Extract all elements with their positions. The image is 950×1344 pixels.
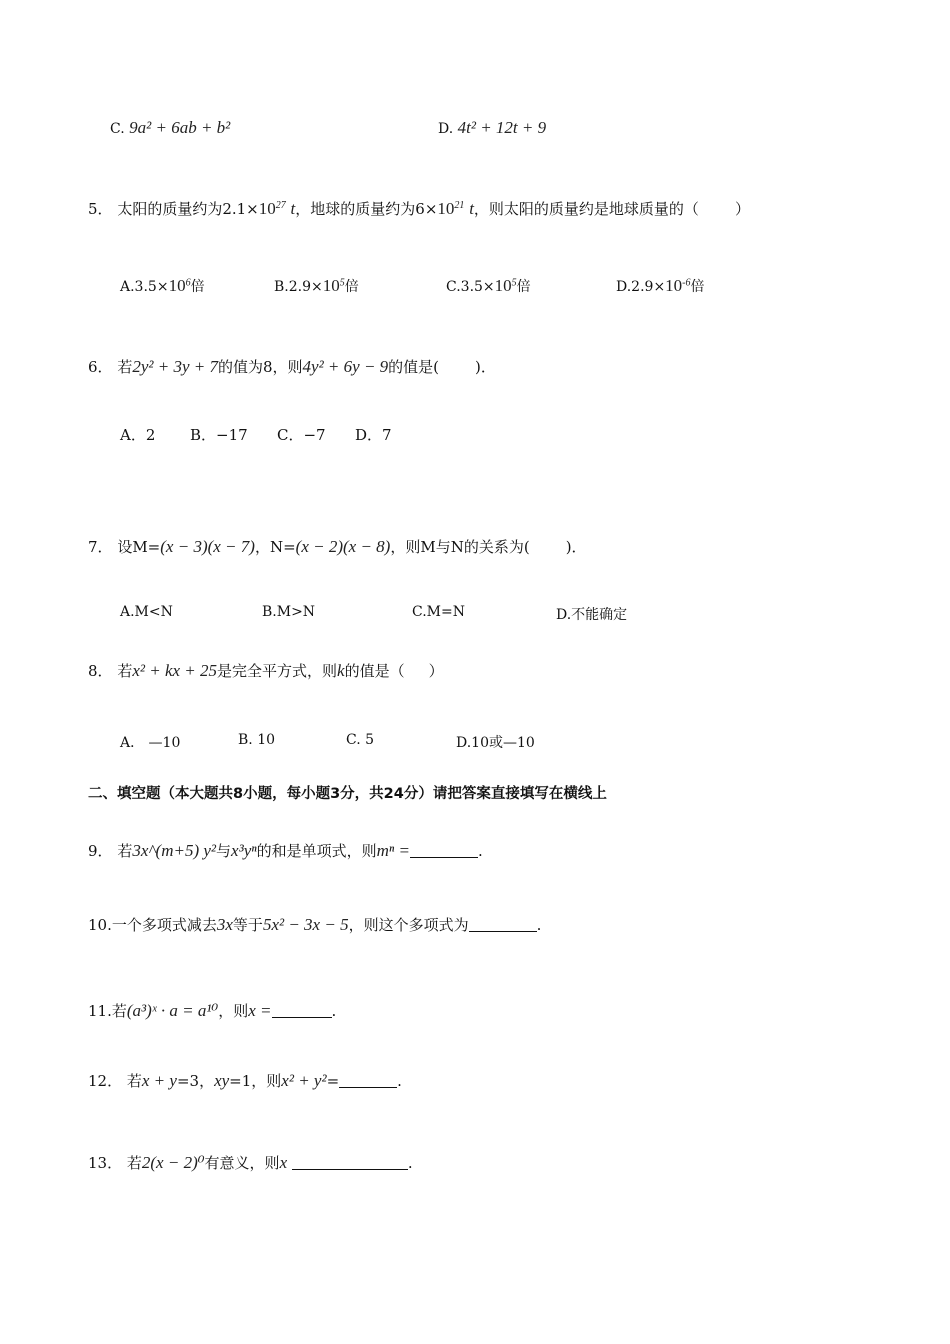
q8-number: 8． (88, 662, 113, 680)
q5-option-b-suffix: 倍 (344, 279, 359, 295)
q4-option-d-expression: 4t² + 12t + 9 (457, 118, 547, 137)
q9-expression-2: x³yⁿ (231, 841, 257, 860)
q12-end: . (397, 1072, 402, 1090)
q7-text-3: ，则M与N的关系为( (390, 538, 530, 556)
q9-expression-3: mⁿ = (376, 841, 410, 860)
question-11 (88, 1000, 336, 1021)
question-6 (88, 356, 496, 377)
q7-option-d: D.不能确定 (556, 607, 628, 623)
q10-end: . (536, 916, 542, 934)
q5-option-c-suffix: 倍 (516, 279, 531, 295)
q9-text-3: 的和是单项式，则 (256, 842, 377, 860)
question-7 (88, 536, 587, 557)
q5-option-a-power: 10 (168, 276, 186, 295)
q5-option-d-text: D.2.9× (616, 279, 666, 295)
q5-option-b-exponent: 5 (339, 277, 345, 289)
q6-option-c: C．−7 (277, 426, 326, 444)
q13-expression-2: x (279, 1153, 288, 1172)
q4-option-c-expression: 9a² + 6ab + b² (129, 118, 231, 137)
q7-option-c: C.M=N (412, 604, 465, 620)
q8-expression-1: x² + kx + 25 (132, 661, 218, 680)
q8-option-a: A． —10 (120, 735, 181, 751)
q5-option-a-suffix: 倍 (190, 279, 205, 295)
q13-number: 13． (88, 1154, 123, 1172)
q5-exponent-2: 21 (454, 200, 465, 211)
q6-text-2: 的值为8，则 (217, 358, 303, 376)
q7-option-b: B.M>N (262, 604, 316, 620)
q9-text-2: 与 (216, 842, 232, 860)
q7-expression-1: (x − 3)(x − 7) (160, 537, 255, 556)
q5-option-c-exponent: 5 (511, 277, 517, 289)
q5-unit-1: t (290, 199, 296, 218)
q5-option-d-suffix: 倍 (690, 279, 705, 295)
q5-option-a-text: A.3.5× (120, 279, 169, 295)
q5-option-b (274, 276, 359, 296)
q5-text-3: ，则太阳的质量约是地球质量的（ (473, 200, 699, 218)
q6-number: 6． (88, 358, 113, 376)
question-10 (88, 914, 541, 935)
q7-expression-2: (x − 2)(x − 8) (295, 537, 391, 556)
q11-number: 11. (88, 1002, 112, 1020)
q5-option-d (616, 276, 705, 296)
q5-power-1: 10 (258, 199, 276, 218)
q9-end: . (477, 842, 483, 860)
q5-option-b-power: 10 (322, 276, 340, 295)
q8-option-c: C. 5 (346, 732, 375, 748)
q12-number: 12． (88, 1072, 123, 1090)
q5-option-d-power: 10 (665, 276, 683, 295)
q8-text-1: 若 (117, 662, 133, 680)
q7-close-paren: )． (565, 538, 587, 556)
q7-number: 7． (88, 538, 113, 556)
q4-option-d-label: D. (438, 121, 454, 137)
q6-expression-2: 4y² + 6y − 9 (302, 357, 389, 376)
q9-expression-1: 3x^(m+5) y² (132, 841, 217, 860)
q6-option-a: A．2 (120, 426, 156, 444)
q10-text-3: ，则这个多项式为 (348, 916, 469, 934)
q13-end: . (407, 1154, 413, 1172)
q9-number: 9． (88, 842, 113, 860)
q12-text-1: 若 (126, 1072, 142, 1090)
q5-option-d-exponent: -6 (682, 277, 691, 289)
q5-option-c-power: 10 (494, 276, 512, 295)
q5-option-c (446, 276, 531, 296)
question-5 (88, 198, 750, 219)
q9-answer-blank[interactable] (410, 843, 478, 858)
q5-exponent-1: 27 (275, 200, 286, 211)
q4-option-c (110, 118, 230, 138)
q5-text-1: 太阳的质量约为2.1× (117, 200, 259, 218)
q6-text-3: 的值是( (388, 358, 440, 376)
q13-text-2: 有意义，则 (204, 1154, 280, 1172)
q12-expression-2: xy (214, 1071, 230, 1090)
section-2-heading: 二、填空题（本大题共8小题，每小题3分，共24分）请把答案直接填写在横线上 (88, 786, 607, 802)
q11-expression-1: (a³)ˣ · a = a¹⁰ (126, 1001, 219, 1020)
q6-option-b: B．−17 (190, 426, 248, 444)
q10-text-1: 一个多项式减去 (111, 916, 217, 934)
q13-expression-1: 2(x − 2)⁰ (141, 1153, 205, 1172)
q5-unit-2: t (469, 199, 474, 218)
q5-option-c-text: C.3.5× (446, 279, 495, 295)
q11-text-1: 若 (111, 1002, 127, 1020)
q11-expression-2: x = (248, 1001, 272, 1020)
q11-text-2: ，则 (218, 1002, 249, 1020)
q5-option-b-text: B.2.9× (274, 279, 323, 295)
q13-text-1: 若 (126, 1154, 142, 1172)
q10-expression-2: 5x² − 3x − 5 (262, 915, 349, 934)
q5-text-2: ，地球的质量约为6× (295, 200, 438, 218)
q8-close-paren: ） (428, 662, 444, 680)
q7-text-1: 设M= (117, 538, 161, 556)
question-8 (88, 660, 444, 681)
q8-option-b: B. 10 (238, 732, 276, 748)
q4-option-d (438, 118, 546, 138)
q12-expression-3: x² + y² (281, 1071, 327, 1090)
q5-number: 5． (88, 200, 113, 218)
q7-text-2: ，N= (254, 538, 296, 556)
q4-option-c-label: C. (110, 121, 125, 137)
q5-power-2: 10 (437, 199, 455, 218)
q13-answer-blank[interactable] (292, 1155, 408, 1170)
q10-answer-blank[interactable] (469, 917, 537, 932)
q5-close-paren: ） (734, 200, 750, 218)
q12-text-4: = (326, 1072, 340, 1090)
q12-text-3: =1，则 (229, 1072, 282, 1090)
q8-text-3: 的值是（ (344, 662, 405, 680)
q9-text-1: 若 (117, 842, 133, 860)
q11-end: . (331, 1002, 337, 1020)
question-9 (88, 840, 483, 861)
q8-text-2: 是完全平方式，则 (217, 662, 338, 680)
q5-option-a (120, 276, 205, 296)
q7-option-a: A.M<N (120, 604, 173, 620)
q6-option-d: D．7 (355, 426, 392, 444)
q6-expression-1: 2y² + 3y + 7 (132, 357, 218, 376)
q11-answer-blank[interactable] (272, 1003, 332, 1018)
q10-text-2: 等于 (232, 916, 263, 934)
q12-answer-blank[interactable] (339, 1073, 397, 1088)
q10-expression-1: 3x (216, 915, 233, 934)
q12-expression-1: x + y (141, 1071, 177, 1090)
question-12 (88, 1070, 402, 1091)
question-13 (88, 1152, 413, 1173)
q6-text-1: 若 (117, 358, 133, 376)
q5-option-a-exponent: 6 (185, 277, 191, 289)
q6-close-paren: )． (475, 358, 496, 376)
q8-variable-k: k (337, 661, 345, 680)
q8-option-d: D.10或—10 (456, 735, 535, 751)
q12-text-2: =3， (176, 1072, 215, 1090)
q10-number: 10. (88, 916, 112, 934)
